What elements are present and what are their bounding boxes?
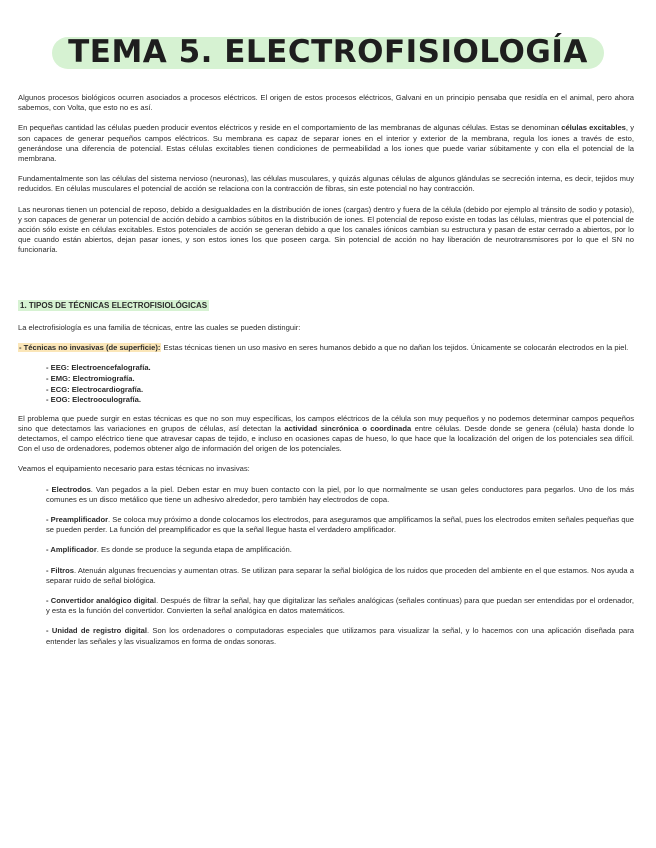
page-title: TEMA 5. ELECTROFISIOLOGÍA — [52, 30, 604, 74]
equipment-text: . Atenuán algunas frecuencias y aumentan otras. Se utilizan para separar la señal biológica de los ruidos que proceden del ambiente en el que estamos. Nos ayuda a separar ruido de señal biológica. — [46, 565, 634, 585]
intro-text: , y son capaces de generar pequeños campos eléctricos. Su membrana es capaz de separar iones en el interior y exterior de la membrana, regula los iones a través de esto, generándose una diferencia de potencial. Estas células excitables tienen condiciones de permeabilidad a los iones que puede variar súbitamente y con ella el potencial de la membrana. — [18, 123, 634, 164]
equipment-lead: Veamos el equipamiento necesario para estas técnicas no invasivas: — [18, 464, 250, 474]
intro-paragraph-1: Algunos procesos biológicos ocurren asociados a procesos eléctricos. El origen de estos procesos eléctricos, Galvani en un principio pensaba que residía en el animal, pero ahora sabemos, con Volta, que esto no es así. — [18, 93, 634, 113]
intro-paragraph-2 — [18, 123, 634, 164]
problem-paragraph — [18, 414, 634, 455]
technique-list — [46, 363, 634, 405]
equipment-text: . Después de filtrar la señal, hay que digitalizar las señales analógicas (señales continuas) para que puedan ser entendidas por el ordenador, y esta es la función del convertidor. Convierten la señal analógica en datos matemáticos. — [46, 596, 634, 616]
intro-text: En pequeñas cantidad las células pueden producir eventos eléctricos y reside en el comportamiento de las membranas de algunas células. Estas se denominan — [18, 123, 562, 133]
noninvasive-paragraph — [18, 343, 634, 353]
equipment-item-adc — [46, 596, 634, 616]
title-block — [0, 30, 656, 74]
bold-term: células excitables — [561, 123, 626, 133]
list-item: - EMG: Electromiografía. — [46, 373, 135, 383]
equipment-text: . Son los ordenadores o computadoras especiales que utilizamos para visualizar la señal, y lo hacemos con una aplicación diseñada para entender las señales y las visualizamos en forma de ondas sonoras. — [46, 626, 634, 646]
section-heading-text: 1. TIPOS DE TÉCNICAS ELECTROFISIOLÓGICAS — [20, 300, 208, 310]
equipment-item-filters — [46, 566, 634, 586]
intro-paragraph-4: Las neuronas tienen un potencial de reposo, debido a desigualdades en la distribución de iones (cargas) dentro y fuera de la célula (debido por ejemplo al tránsito de sodio y potasio), y son capaces de generar un potencial de acción debido a cambios súbitos en la distribución de iones. El potencial de reposo existe en todas las células, mientras que el potencial de acción sólo existe en células excitables. Estos potenciales de acción se generan debido a que los canales iónicos cambian su estructura y pasan de estar cerrado a abiertos, por lo que cuando están abiertos, dejan pasar iones, y son estos iones los que poseen carga. Sin potencial de acción no hay liberación de neurotransmisores por lo que el SN no funcionaría. — [18, 204, 634, 255]
equipment-item-preamplifier — [46, 515, 634, 535]
equipment-label: - Preamplificador — [46, 514, 109, 524]
equipment-label: - Convertidor analógico digital — [46, 596, 157, 605]
intro-paragraph-3: Fundamentalmente son las células del sistema nervioso (neuronas), las células musculares, y quizás algunas células de algunos glándulas se secreción interna, es decir, tejidos muy reducidos. En células musculares el potencial de acción se relaciona con la contracción de fibras, sin este potencial no hay contracción. — [18, 174, 634, 194]
list-item: - ECG: Electrocardiografía. — [46, 384, 144, 394]
equipment-text: . Es donde se produce la segunda etapa de amplificación. — [96, 545, 292, 555]
bold-term: actividad sincrónica o coordinada — [284, 423, 412, 433]
equipment-label: - Filtros — [46, 565, 74, 575]
equipment-text: . Van pegados a la piel. Deben estar en muy buen contacto con la piel, por lo que normalmente se usan geles conductores para pegarlos. Uno de los más comunes es un disco metálico que tiene un adhesivo alrededor, pero también hay electrodos de copa. — [46, 484, 634, 504]
noninvasive-label: - Técnicas no invasivas (de superficie): — [19, 343, 161, 353]
section-lead: La electrofisiología es una familia de técnicas, entre las cuales se pueden distinguir: — [18, 322, 301, 332]
equipment-label: - Unidad de registro digital — [46, 626, 147, 636]
section-heading — [18, 301, 634, 311]
list-item: - EEG: Electroencefalografía. — [46, 363, 151, 373]
equipment-label: - Electrodos — [46, 484, 91, 494]
equipment-label: - Amplificador — [46, 545, 97, 555]
list-item: - EOG: Electrooculografía. — [46, 395, 141, 405]
equipment-text: . Se coloca muy próximo a donde colocamos los electrodos, para aseguramos que amplificamos la señal, pues los electrodos emiten señales pequeñas que se pueden perder. La función del preamplificador es que la señal llegue hasta el verdadero amplificador. — [46, 514, 634, 535]
problem-text: entre células. Desde donde se genera (célula) hasta donde lo detectamos, el campo eléctrico tiene que atravesar capas de tejido, e incluso en ocasiones capas de hueso, lo que hace que la localización del origen de los potenciales sea difícil. Con el uso de ordenadores, podemos obtener algo de información del origen de los potenciales. — [18, 423, 634, 454]
equipment-item-electrodes — [46, 485, 634, 505]
equipment-item-recorder — [46, 626, 634, 646]
noninvasive-text: Estas técnicas tienen un uso masivo en seres humanos debido a que no dañan los tejidos. Únicamente se colocarán electrodos en la piel. — [161, 343, 629, 353]
problem-text: El problema que puede surgir en estas técnicas es que no son muy específicas, los campos eléctricos de la célula son muy pequeños y no podemos determinar campos pequeños sino que detectamos las variaciones en grupos de células, así detectan la — [18, 413, 634, 433]
document-body — [18, 93, 634, 657]
equipment-item-amplifier — [46, 545, 634, 555]
